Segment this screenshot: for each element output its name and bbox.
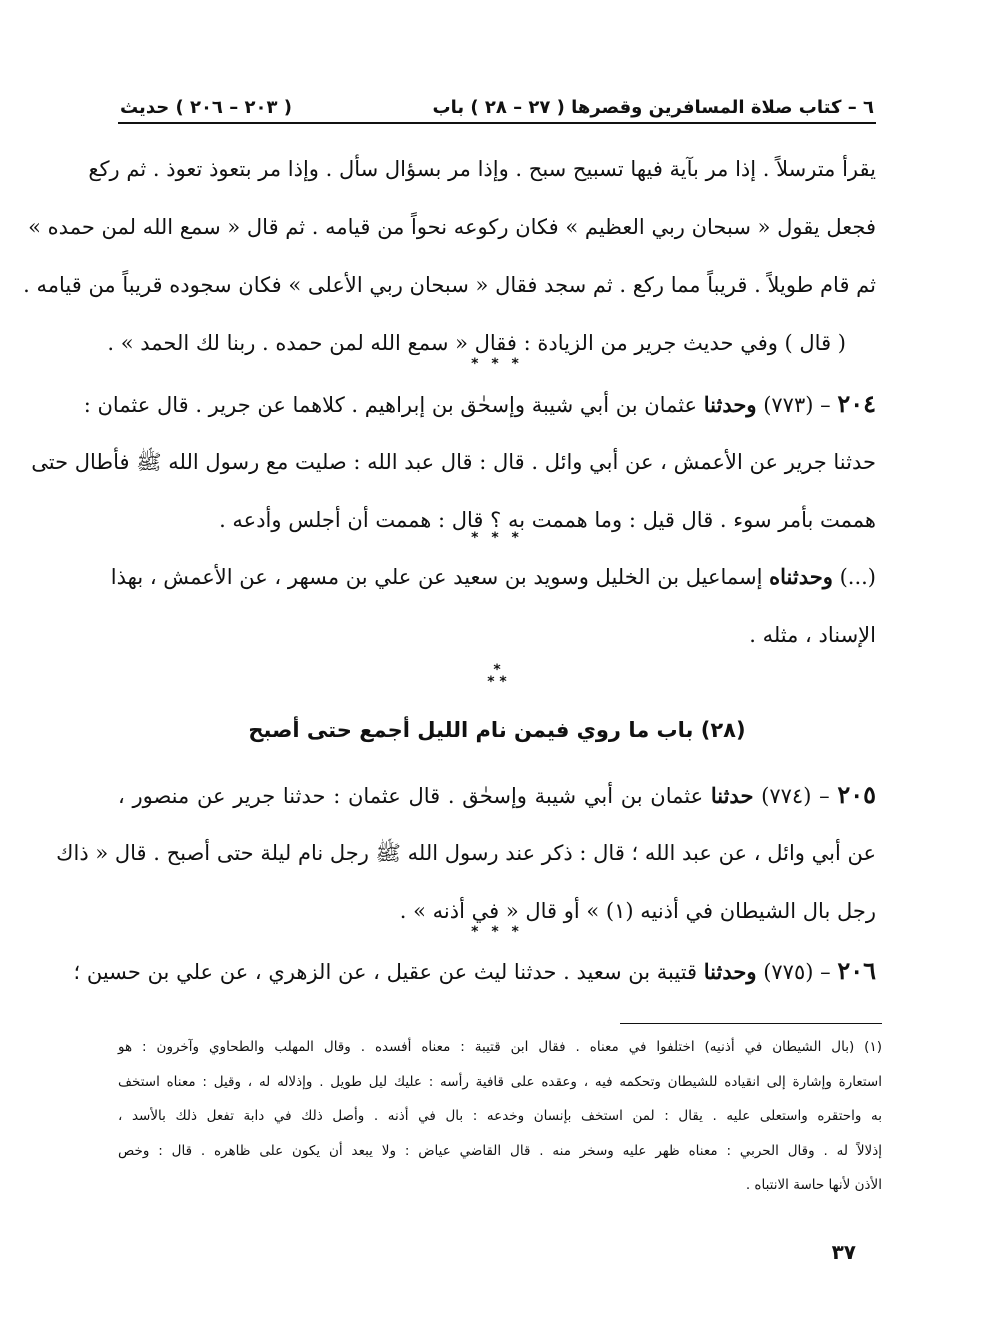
dash: – <box>819 784 830 808</box>
text-line: الإسناد ، مثله . <box>749 623 876 647</box>
hadith-text: عثمان بن أبي شيبة وإسحٰق . قال عثمان : حدثنا جرير عن منصور ، <box>118 784 704 808</box>
hadith-205-first-line <box>118 766 876 824</box>
header-rule <box>118 122 876 124</box>
hadith-205 <box>56 766 877 940</box>
separator-stars: * * * <box>471 356 523 372</box>
running-header-hadith-range: ( ٢٠٣ – ٢٠٦ ) حديث <box>120 97 292 118</box>
dash: – <box>820 960 831 984</box>
hadith-204 <box>31 375 876 549</box>
footnote-line: (١) (بال الشيطان في أذنيه) اختلفوا في معناه . فقال ابن قتيبة : معناه أفسده . وقال المهلب والطحاوي وآخرون : هو <box>118 1039 882 1055</box>
hadith-ref: (٧٧٥) <box>763 960 814 984</box>
text-line: عن أبي وائل ، عن عبد الله ؛ قال : ذكر عند رسول الله ﷺ رجل نام ليلة حتى أصبح . قال « ذاك <box>56 841 876 865</box>
text-line: ثم قام طويلاً . قريباً مما ركع . ثم سجد فقال « سبحان ربي الأعلى » فكان سجوده قريباً من قيامه . <box>23 273 876 297</box>
separator-stars: * * * <box>471 924 523 940</box>
text-line: رجل بال الشيطان في أذنيه (١) » أو قال « في أذنه » . <box>399 899 876 923</box>
hadith-204b <box>110 548 876 664</box>
separator-stars: * * * <box>471 530 523 546</box>
hadith-number: ٢٠٤ <box>837 389 876 418</box>
running-header <box>120 84 874 118</box>
text-line: حدثنا جرير عن الأعمش ، عن أبي وائل . قال : قال عبد الله : صليت مع رسول الله ﷺ فأطال حتى <box>31 450 876 474</box>
text-line: فجعل يقول « سبحان ربي العظيم » فكان ركوعه نحواً من قيامه . ثم قال « سمع الله لمن حمده » <box>28 215 876 239</box>
haddathana: وحدثنا <box>703 959 757 984</box>
footnote-line: به واحتقره واستعلى عليه . يقال : لمن استخف بإنسان وخدعه : بال في أذنه . وأصل ذلك في دابة تفعل ذلك بالأسد ، <box>118 1108 882 1124</box>
text-line: ( قال ) وفي حديث جرير من الزيادة : فقال « سمع الله لمن حمده . ربنا لك الحمد » . <box>107 331 846 355</box>
chapter-heading: (٢٨) باب ما روي فيمن نام الليل أجمع حتى أصبح <box>248 718 746 742</box>
footnote-line: إذلالاً له . وقال الحربي : معناه ظهر عليه وسخر منه . قال القاضي عياض : ولا يبعد أن يكون على ظاهره . قال : وخص <box>118 1142 882 1159</box>
footnote-rule <box>620 1023 882 1024</box>
footnote-line: الأذن لأنها حاسة الانتباه . <box>745 1177 882 1193</box>
hadith-ref: (٧٧٤) <box>761 784 812 808</box>
hadith-number: ٢٠٦ <box>837 956 876 985</box>
hadith-ref: (...) <box>839 565 876 589</box>
text-line: هممت بأمر سوء . قال قيل : وما هممت به ؟ قال : هممت أن أجلس وأدعه . <box>219 508 876 532</box>
haddathana: وحدثنا <box>703 392 757 417</box>
dash: – <box>820 393 831 417</box>
haddathana: وحدثناه <box>769 564 833 589</box>
text-line: يقرأ مترسلاً . إذا مر بآية فيها تسبيح سبح . وإذا مر بسؤال سأل . وإذا مر بتعوذ تعوذ . ثم ركع <box>88 157 876 181</box>
hadith-206 <box>73 942 876 1000</box>
hadith-number: ٢٠٥ <box>837 780 877 809</box>
footnotes <box>118 1030 882 1203</box>
hadith-text: قتيبة بن سعيد . حدثنا ليث عن عقيل ، عن الزهري ، عن علي بن حسين ؛ <box>73 960 698 984</box>
hadith-text: عثمان بن أبي شيبة وإسحٰق بن إبراهيم . كلاهما عن جرير . قال عثمان : <box>83 393 698 417</box>
main-text <box>23 140 876 372</box>
running-header-chapter: ٦ – كتاب صلاة المسافرين وقصرها ( ٢٧ – ٢٨ ) باب <box>432 97 874 118</box>
hadith-ref: (٧٧٣) <box>763 393 814 417</box>
haddathana: حدثنا <box>710 783 754 808</box>
chapter-ornament: * * * <box>487 662 507 690</box>
hadith-204b-first-line <box>110 548 876 606</box>
hadith-204-first-line <box>83 375 876 433</box>
footnote-line: استعارة وإشارة إلى انقياده للشيطان وتحكمه فيه ، وعقده على قافية رأسه : عليك ليل طويل . وإذلاله له ، وقيل : معناه استخف <box>118 1073 882 1090</box>
page-number: ٣٧ <box>831 1240 856 1264</box>
hadith-text: إسماعيل بن الخليل وسويد بن سعيد عن علي بن مسهر ، عن الأعمش ، بهذا <box>110 565 763 589</box>
hadith-206-first-line <box>73 942 876 1000</box>
